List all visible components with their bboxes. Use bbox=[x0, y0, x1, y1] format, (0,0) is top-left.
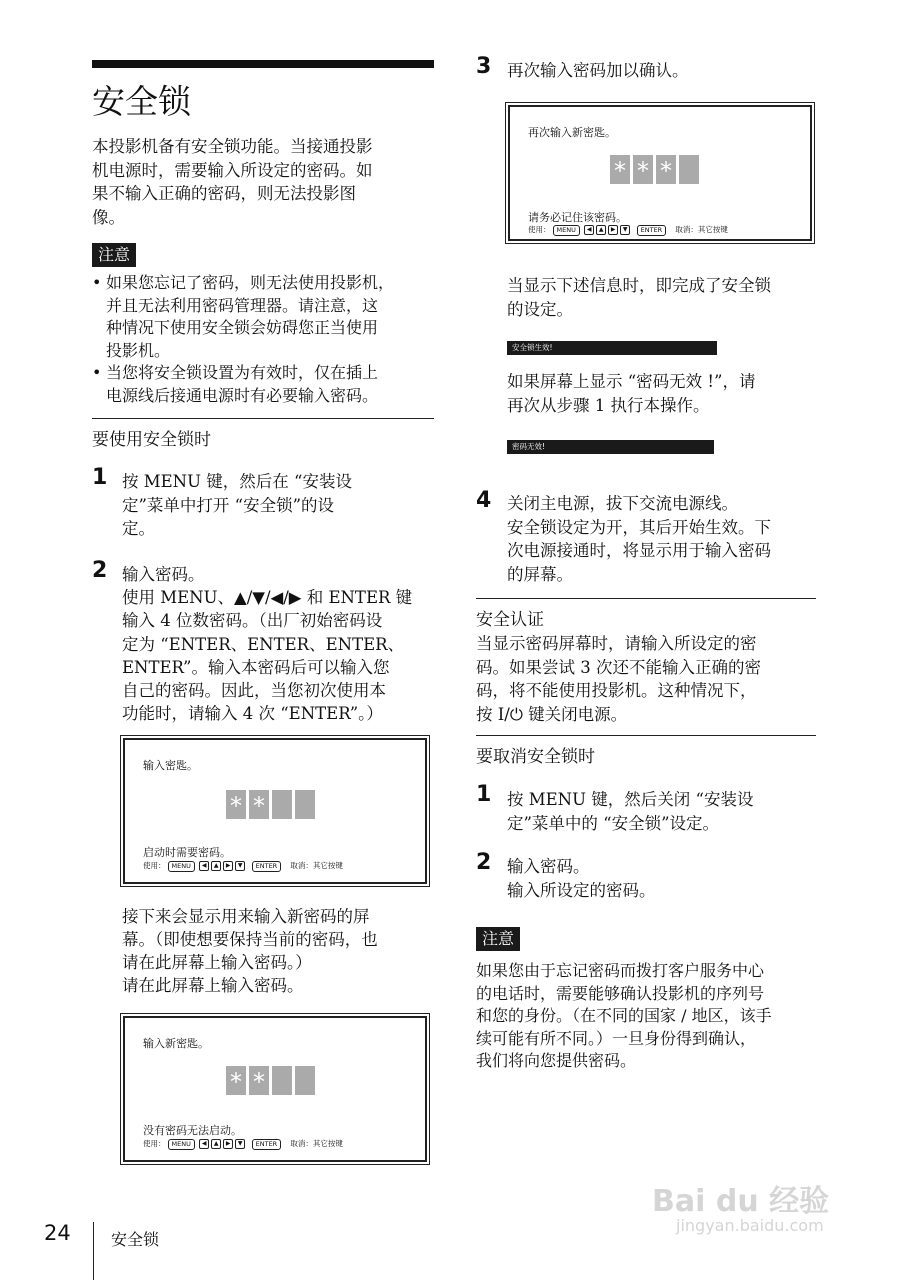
note-badge: 注意 bbox=[476, 927, 520, 951]
password-box bbox=[679, 155, 699, 184]
screen-title: 输入新密匙。 bbox=[143, 1037, 209, 1050]
note-list bbox=[92, 272, 437, 407]
step-number: 2 bbox=[476, 850, 492, 875]
auth-text: 当显示密码屏幕时，请输入所设定的密 码。如果尝试 3 次还不能输入正确的密 码，将不能使用投影机。这种情况下， 按 I/⏻ 键关闭电源。 bbox=[476, 634, 761, 724]
cancel-step-1-text: 按 MENU 键，然后关闭 “安装设 定”菜单中的 “安全锁”设定。 bbox=[507, 790, 754, 833]
password-box bbox=[295, 790, 315, 819]
key-hint: 使用： MENU ◀ ▲ ▶ ▼ ENTER 取消：其它按键 bbox=[143, 1139, 343, 1148]
watermark-logo: Bai du 经验 bbox=[652, 1184, 830, 1219]
left-arrow-key-icon: ◀ bbox=[584, 225, 594, 235]
page-number: 24 bbox=[44, 1221, 71, 1245]
screen-enter-password bbox=[123, 738, 427, 884]
password-boxes bbox=[226, 1066, 318, 1095]
screen-message: 请务必记住该密码。 bbox=[528, 211, 627, 224]
screen-confirm-password bbox=[508, 105, 812, 241]
right-arrow-key-icon: ▶ bbox=[223, 861, 233, 871]
key-hint: 使用： MENU ◀ ▲ ▶ ▼ ENTER 取消：其它按键 bbox=[528, 225, 728, 234]
step-number: 4 bbox=[476, 488, 492, 513]
right-arrow-key-icon: ▶ bbox=[223, 1139, 233, 1149]
screen-new-password bbox=[123, 1016, 427, 1162]
left-arrow-key-icon: ◀ bbox=[199, 861, 209, 871]
password-box: * bbox=[249, 790, 269, 819]
note-2-text: 如果您由于忘记密码而拨打客户服务中心 的电话时，需要能够确认投影机的序列号 和您的身份。（在不同的国家 / 地区，该手 续可能有所不同。）一旦身份得到确认， 我们将向您提供密码。 bbox=[476, 961, 772, 1070]
section-heading-auth: 安全认证 bbox=[476, 610, 544, 630]
password-boxes bbox=[610, 155, 702, 184]
password-box bbox=[272, 1066, 292, 1095]
key-hint: 使用： MENU ◀ ▲ ▶ ▼ ENTER 取消：其它按键 bbox=[143, 861, 343, 870]
footer-divider bbox=[93, 1222, 94, 1280]
divider bbox=[92, 418, 434, 419]
divider bbox=[476, 735, 816, 736]
password-box bbox=[272, 790, 292, 819]
invalid-text: 如果屏幕上显示 “密码无效 !”，请 再次从步骤 1 执行本操作。 bbox=[507, 372, 756, 415]
down-arrow-key-icon: ▼ bbox=[620, 225, 630, 235]
down-arrow-key-icon: ▼ bbox=[235, 861, 245, 871]
password-box: * bbox=[249, 1066, 269, 1095]
step-4-text: 关闭主电源，拔下交流电源线。 安全锁设定为开，其后开始生效。下 次电源接通时，将显示用于输入密码 的屏幕。 bbox=[507, 494, 771, 584]
password-box: * bbox=[610, 155, 630, 184]
password-box: * bbox=[656, 155, 676, 184]
screen-message: 启动时需要密码。 bbox=[143, 846, 231, 859]
step-1-text: 按 MENU 键，然后在 “安装设 定”菜单中打开 “安全锁”的设 定。 bbox=[122, 472, 352, 538]
page-title: 安全锁 bbox=[92, 82, 191, 121]
section-heading-use: 要使用安全锁时 bbox=[92, 430, 211, 450]
step-number: 1 bbox=[476, 782, 492, 807]
up-arrow-key-icon: ▲ bbox=[596, 225, 606, 235]
password-boxes bbox=[226, 790, 318, 819]
divider bbox=[476, 598, 816, 599]
password-box: * bbox=[226, 1066, 246, 1095]
password-box: * bbox=[633, 155, 653, 184]
screen-title: 输入密匙。 bbox=[143, 759, 198, 772]
screen-title: 再次输入新密匙。 bbox=[528, 126, 616, 139]
note-item: • 当您将安全锁设置为有效时，仅在插上 电源线后接通电源时有必要输入密码。 bbox=[92, 362, 437, 407]
footer-label: 安全锁 bbox=[111, 1230, 160, 1249]
after-screen1-text: 接下来会显示用来输入新密码的屏 幕。（即使想要保持当前的密码，也 请在此屏幕上输入密码。） 请在此屏幕上输入密码。 bbox=[122, 907, 378, 995]
title-bar bbox=[92, 60, 434, 68]
intro-text: 本投影机备有安全锁功能。当接通投影 机电源时，需要输入所设定的密码。如 果不输入正确的密码，则无法投影图 像。 bbox=[92, 137, 373, 227]
step-3-text: 再次输入密码加以确认。 bbox=[507, 61, 689, 80]
message-bar-invalid: 密码无效! bbox=[507, 440, 714, 454]
password-box: * bbox=[226, 790, 246, 819]
step-number: 2 bbox=[92, 558, 108, 583]
note-badge: 注意 bbox=[92, 243, 136, 267]
left-arrow-key-icon: ◀ bbox=[199, 1139, 209, 1149]
section-heading-cancel: 要取消安全锁时 bbox=[476, 747, 595, 767]
up-arrow-key-icon: ▲ bbox=[211, 861, 221, 871]
watermark-url: jingyan.baidu.com bbox=[676, 1216, 824, 1235]
up-arrow-key-icon: ▲ bbox=[211, 1139, 221, 1149]
cancel-step-2-text: 输入密码。 输入所设定的密码。 bbox=[507, 857, 656, 900]
note-item: • 如果您忘记了密码，则无法使用投影机， 并且无法利用密码管理器。请注意，这 种情况下使用安全锁会妨碍您正当使用 投影机。 bbox=[92, 272, 437, 362]
screen-message: 没有密码无法启动。 bbox=[143, 1124, 242, 1137]
after-screen3-text: 当显示下述信息时，即完成了安全锁 的设定。 bbox=[507, 276, 771, 319]
password-box bbox=[295, 1066, 315, 1095]
step-number: 3 bbox=[476, 54, 492, 79]
step-2-text: 输入密码。 使用 MENU、▲/▼/◀/▶ 和 ENTER 键 输入 4 位数密码。（出厂初始密码设 定为 “ENTER、ENTER、ENTER、 ENTER”。输入本密码后可以输入您 自己的密码。因此，当您初次使用本 功能时，请输入 4 次 “ENTER”。） bbox=[122, 565, 413, 724]
step-number: 1 bbox=[92, 465, 108, 490]
down-arrow-key-icon: ▼ bbox=[235, 1139, 245, 1149]
message-bar-enabled: 安全锁生效! bbox=[507, 341, 717, 355]
right-arrow-key-icon: ▶ bbox=[608, 225, 618, 235]
